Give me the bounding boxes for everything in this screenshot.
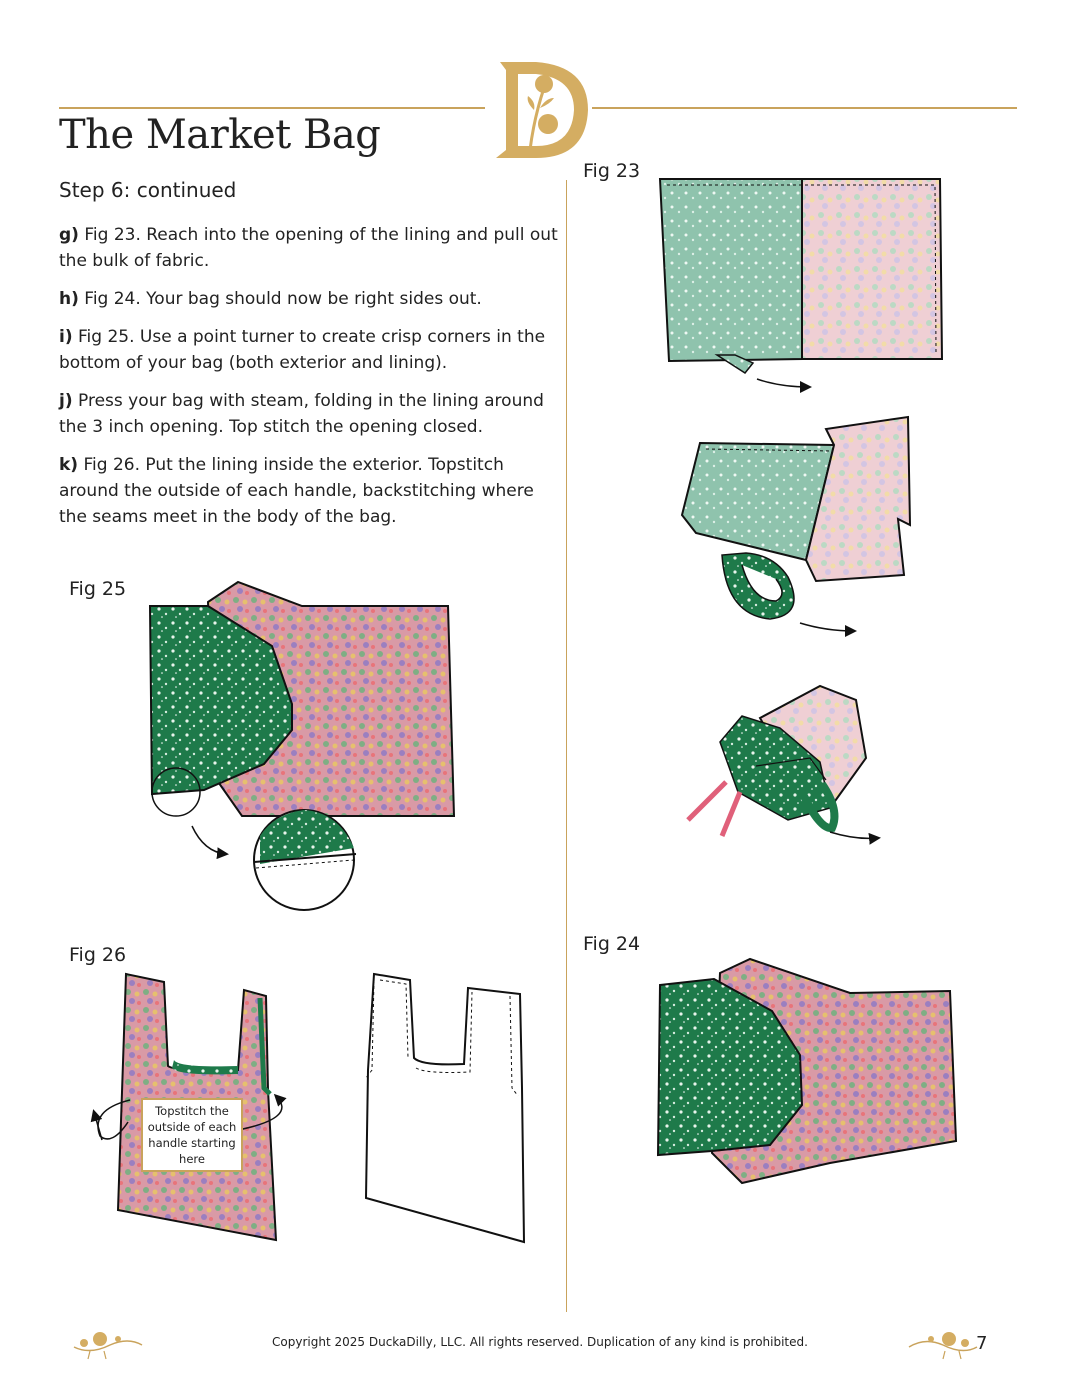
copyright-footer: Copyright 2025 DuckaDilly, LLC. All rights reserved. Duplication of any kind is prohibited. xyxy=(272,1335,808,1349)
header-rule-right xyxy=(592,107,1017,109)
step-g: g) Fig 23. Reach into the opening of the lining and pull out the bulk of fabric. xyxy=(59,225,558,271)
fig26-callout: Topstitch the outside of each handle starting here xyxy=(141,1098,243,1172)
fig23-label: Fig 23 xyxy=(583,160,641,182)
fig24-right-side-out-illustration xyxy=(650,955,960,1185)
column-divider xyxy=(566,180,567,1312)
step-h: h) Fig 24. Your bag should now be right sides out. xyxy=(59,289,482,309)
step-k: k) Fig 26. Put the lining inside the exterior. Topstitch around the outside of each handle, backstitching where the seams meet in the body of the bag. xyxy=(59,455,534,527)
step-subtitle: Step 6: continued xyxy=(59,178,237,202)
fig26-label: Fig 26 xyxy=(69,944,127,966)
fig25-label: Fig 25 xyxy=(69,578,127,600)
page-number: 7 xyxy=(976,1333,988,1354)
fig26-lining-outline-illustration xyxy=(360,970,530,1245)
page-title: The Market Bag xyxy=(59,112,381,158)
fig25-point-turner-illustration xyxy=(142,578,462,913)
step-i: i) Fig 25. Use a point turner to create crisp corners in the bottom of your bag (both exterior and lining). xyxy=(59,327,546,373)
fig24-label: Fig 24 xyxy=(583,933,641,955)
step-j: j) Press your bag with steam, folding in the lining around the 3 inch opening. Top stitch the opening closed. xyxy=(59,391,544,437)
fig23-flat-bag-illustration xyxy=(655,175,945,395)
fig23-folding-illustration xyxy=(676,415,916,640)
header-rule-left xyxy=(59,107,485,109)
fig23-pulling-illustration xyxy=(680,680,890,845)
logo-d-icon xyxy=(490,58,590,162)
